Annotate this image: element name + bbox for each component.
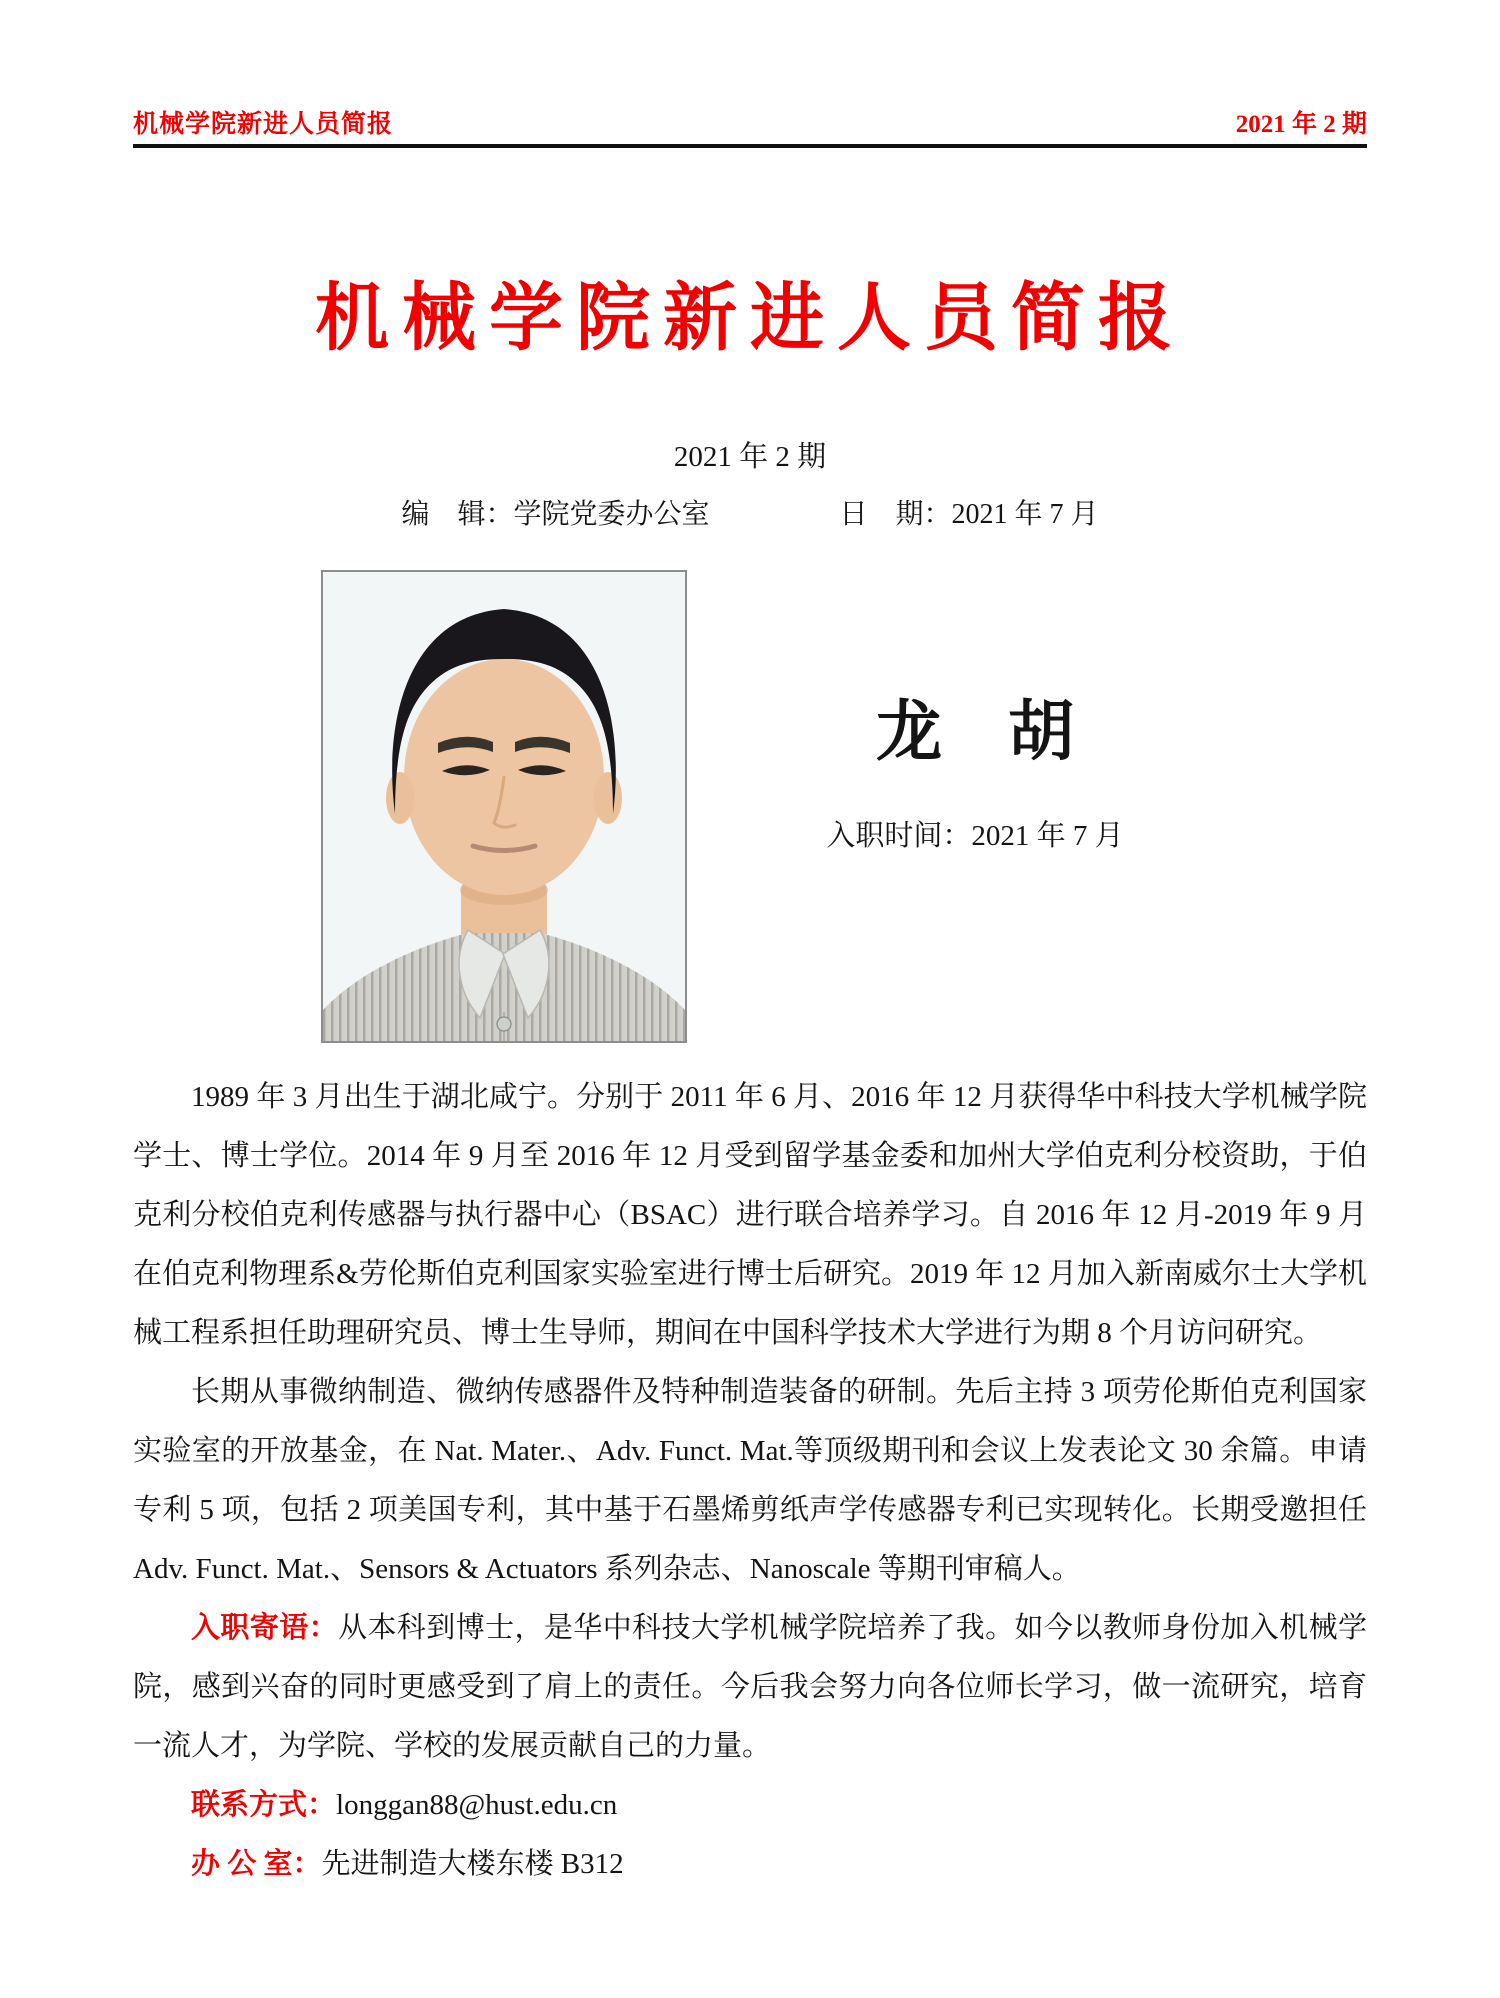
issue-line: 2021 年 2 期 [673, 441, 827, 473]
publication-info [0, 492, 1500, 532]
profile-block [650, 696, 1300, 854]
biography-section [133, 1068, 1367, 1894]
start-date: 入职时间：2021 年 7 月 [826, 820, 1124, 852]
page-title: 机械学院新进人员简报 [315, 278, 1185, 360]
office-line [133, 1835, 1367, 1894]
office-label: 办 公 室： [191, 1848, 322, 1880]
contact-label: 联系方式： [191, 1789, 337, 1821]
message-label: 入职寄语： [191, 1612, 339, 1644]
contact-line [133, 1776, 1367, 1835]
message-paragraph [133, 1599, 1367, 1776]
portrait-illustration [323, 572, 685, 1041]
portrait-photo [321, 570, 687, 1043]
bio-paragraph-1: 1989 年 3 月出生于湖北咸宁。分别于 2011 年 6 月、2016 年 12 月获得华中科技大学机械学院学士、博士学位。2014 年 9 月至 2016 年 12 月受到留学基金委和加州大学伯克利分校资助，于伯克利分校伯克利传感器与执行器中心（BSAC）进行联合培养学习。自 2016 年 12 月-2019 年 9 月在伯克利物理系&劳伦斯伯克利国家实验室进行博士后研究。2019 年 12 月加入新南威尔士大学机械工程系担任助理研究员、博士生导师，期间在中国科学技术大学进行为期 8 个月访问研究。 [133, 1081, 1367, 1349]
editor-label: 编 辑：学院党委办公室 [401, 499, 710, 530]
person-name: 龙 胡 [876, 696, 1074, 769]
masthead-divider [133, 144, 1367, 148]
masthead-left-text: 机械学院新进人员简报 [133, 111, 394, 138]
bio-paragraph-2: 长期从事微纳制造、微纳传感器件及特种制造装备的研制。先后主持 3 项劳伦斯伯克利国家实验室的开放基金，在 Nat. Mater.、Adv. Funct. Mat.等顶级期刊和会议上发表论文 30 余篇。申请专利 5 项，包括 2 项美国专利，其中基于石墨烯剪纸声学传感器专利已实现转化。长期受邀担任 Adv. Funct. Mat.、Sensors & Actuators 系列杂志、Nanoscale 等期刊审稿人。 [133, 1376, 1367, 1585]
office-location: 先进制造大楼东楼 B312 [321, 1848, 624, 1880]
contact-email: longgan88@hust.edu.cn [336, 1789, 618, 1821]
message-text: 从本科到博士，是华中科技大学机械学院培养了我。如今以教师身份加入机械学院，感到兴奋的同时更感受到了肩上的责任。今后我会努力向各位师长学习，做一流研究，培育一流人才，为学院、学校的发展贡献自己的力量。 [133, 1612, 1367, 1762]
masthead-issue-text: 2021 年 2 期 [1235, 111, 1367, 138]
date-label: 日 期：2021 年 7 月 [839, 499, 1099, 530]
